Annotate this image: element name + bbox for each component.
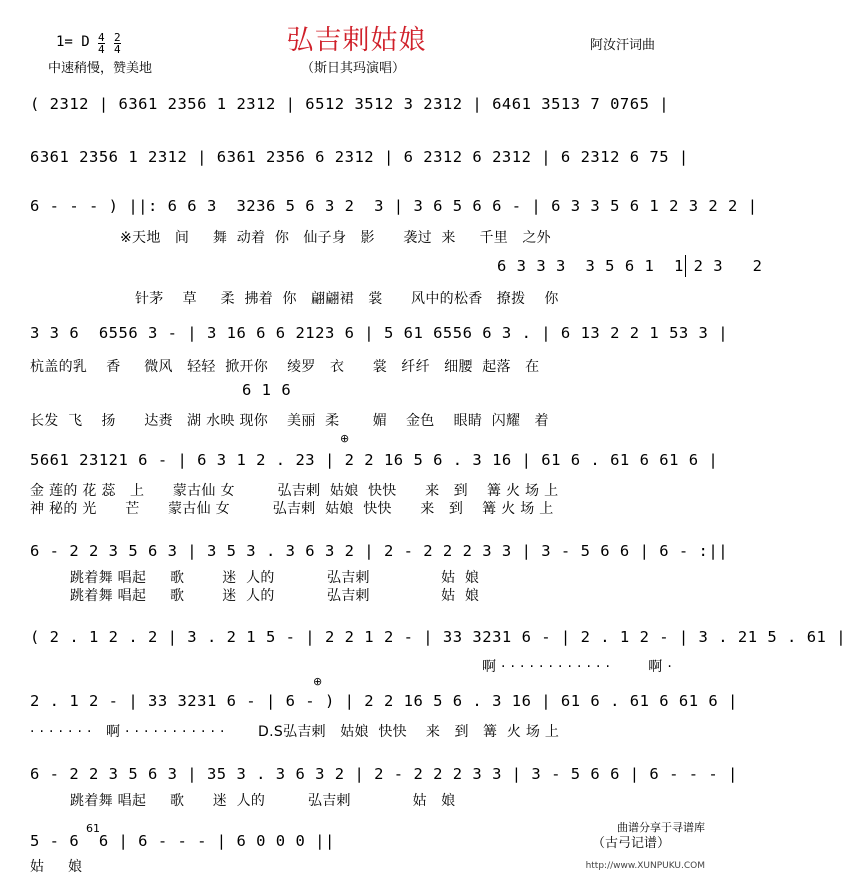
score-row-9: ( 2 . 1 2 . 2 | 3 . 2 1 5 - | 2 2 1 2 - | 33 3231 6 - | 2 . 1 2 - | 3 . 21 5 . 61 | bbox=[30, 628, 846, 646]
site-watermark bbox=[586, 795, 705, 886]
meter-bottom: 4 bbox=[114, 43, 121, 56]
composer-credit: 阿汝汗词曲 bbox=[590, 38, 656, 53]
score-row-10: 2 . 1 2 - | 33 3231 6 - | 6 - ) | 2 2 16 5 6 . 3 16 | 61 6 . 61 6 61 6 | bbox=[30, 692, 738, 710]
lyric-row-8b: 跳着舞 唱起 歌 迷 人的 弘吉剌 姑 娘 bbox=[70, 588, 480, 604]
site-url: http://www.XUNPUKU.COM bbox=[585, 861, 705, 871]
barline bbox=[685, 255, 686, 277]
score-row-11: 6 - 2 2 3 5 6 3 | 35 3 . 3 6 3 2 | 2 - 2 2 2 3 3 | 3 - 5 6 6 | 6 - - - | bbox=[30, 765, 738, 783]
singer-credit: （斯日其玛演唱） bbox=[301, 61, 406, 76]
transcriber-note: （古弓记谱） bbox=[592, 836, 671, 851]
site-name: 曲谱分享于寻谱库 bbox=[617, 821, 705, 834]
lyric-row-6: 长发 飞 扬 达赉 湖 水映 现你 美丽 柔 媚 金色 眼睛 闪耀 着 bbox=[30, 413, 549, 429]
segno-icon: ⊕ bbox=[340, 432, 350, 445]
score-row-3: 6 - - - ) ||: 6 6 3 3236 5 6 3 2 3 | 3 6 5 6 6 - | 6 3 3 5 6 1 2 3 2 2 | bbox=[30, 197, 758, 215]
lyric-row-7a: 金 莲的 花 蕊 上 蒙古仙 女 弘吉剌 姑娘 快快 来 到 篝 火 场 上 bbox=[30, 483, 559, 499]
key-signature: 1= D bbox=[56, 34, 90, 50]
lyric-row-3: ※天地 间 舞 动着 你 仙子身 影 袭过 来 千里 之外 bbox=[120, 230, 551, 246]
score-row-2: 6361 2356 1 2312 | 6361 2356 6 2312 | 6 2312 6 2312 | 6 2312 6 75 | bbox=[30, 148, 689, 166]
lyric-row-7b: 神 秘的 光 芒 蒙古仙 女 弘吉剌 姑娘 快快 来 到 篝 火 场 上 bbox=[30, 501, 554, 517]
time-signature-1 bbox=[98, 32, 105, 55]
tempo-marking: 中速稍慢，赞美地 bbox=[48, 61, 153, 76]
score-row-6: 6 1 6 bbox=[242, 381, 292, 399]
lyric-row-12: 姑 娘 bbox=[30, 859, 83, 875]
lyric-row-11: 跳着舞 唱起 歌 迷 人的 弘吉剌 姑 娘 bbox=[70, 793, 456, 809]
song-title: 弘吉剌姑娘 bbox=[286, 25, 427, 56]
score-row-7: 5661 23121 6 - | 6 3 1 2 . 23 | 2 2 16 5 6 . 3 16 | 61 6 . 61 6 61 6 | bbox=[30, 451, 719, 469]
lyric-row-4: 针茅 草 柔 拂着 你 翩翩裙 裳 风中的松香 撩拨 你 bbox=[135, 291, 559, 307]
score-row-12: 5 - 6 6 | 6 - - - | 6 0 0 0 || bbox=[30, 832, 335, 850]
meter-top: 2 bbox=[114, 31, 121, 44]
meter-top: 4 bbox=[98, 31, 105, 44]
score-row-5: 3 3 6 6556 3 - | 3 16 6 6 2123 6 | 5 61 6556 6 3 . | 6 13 2 2 1 53 3 | bbox=[30, 324, 729, 342]
grace-notes: 61 bbox=[86, 822, 100, 835]
lyric-row-5: 杭盖的乳 香 微风 轻轻 掀开你 绫罗 衣 裳 纤纤 细腰 起落 在 bbox=[30, 359, 540, 375]
lyric-row-9: 啊 · · · · · · · · · · · · 啊 · bbox=[482, 659, 673, 675]
time-signature-2 bbox=[114, 32, 121, 55]
score-row-4: 6 3 3 3 3 5 6 1 1 2 3 2 bbox=[497, 257, 763, 275]
score-row-8: 6 - 2 2 3 5 6 3 | 3 5 3 . 3 6 3 2 | 2 - 2 2 2 3 3 | 3 - 5 6 6 | 6 - :|| bbox=[30, 542, 729, 560]
meter-bottom: 4 bbox=[98, 43, 105, 56]
score-row-1: ( 2312 | 6361 2356 1 2312 | 6512 3512 3 2312 | 6461 3513 7 0765 | bbox=[30, 95, 670, 113]
coda-icon: ⊕ bbox=[313, 675, 323, 688]
lyric-row-8a: 跳着舞 唱起 歌 迷 人的 弘吉剌 姑 娘 bbox=[70, 570, 480, 586]
lyric-row-10: · · · · · · · 啊 · · · · · · · · · · · D.S弘吉剌 姑娘 快快 来 到 篝 火 场 上 bbox=[30, 724, 560, 740]
